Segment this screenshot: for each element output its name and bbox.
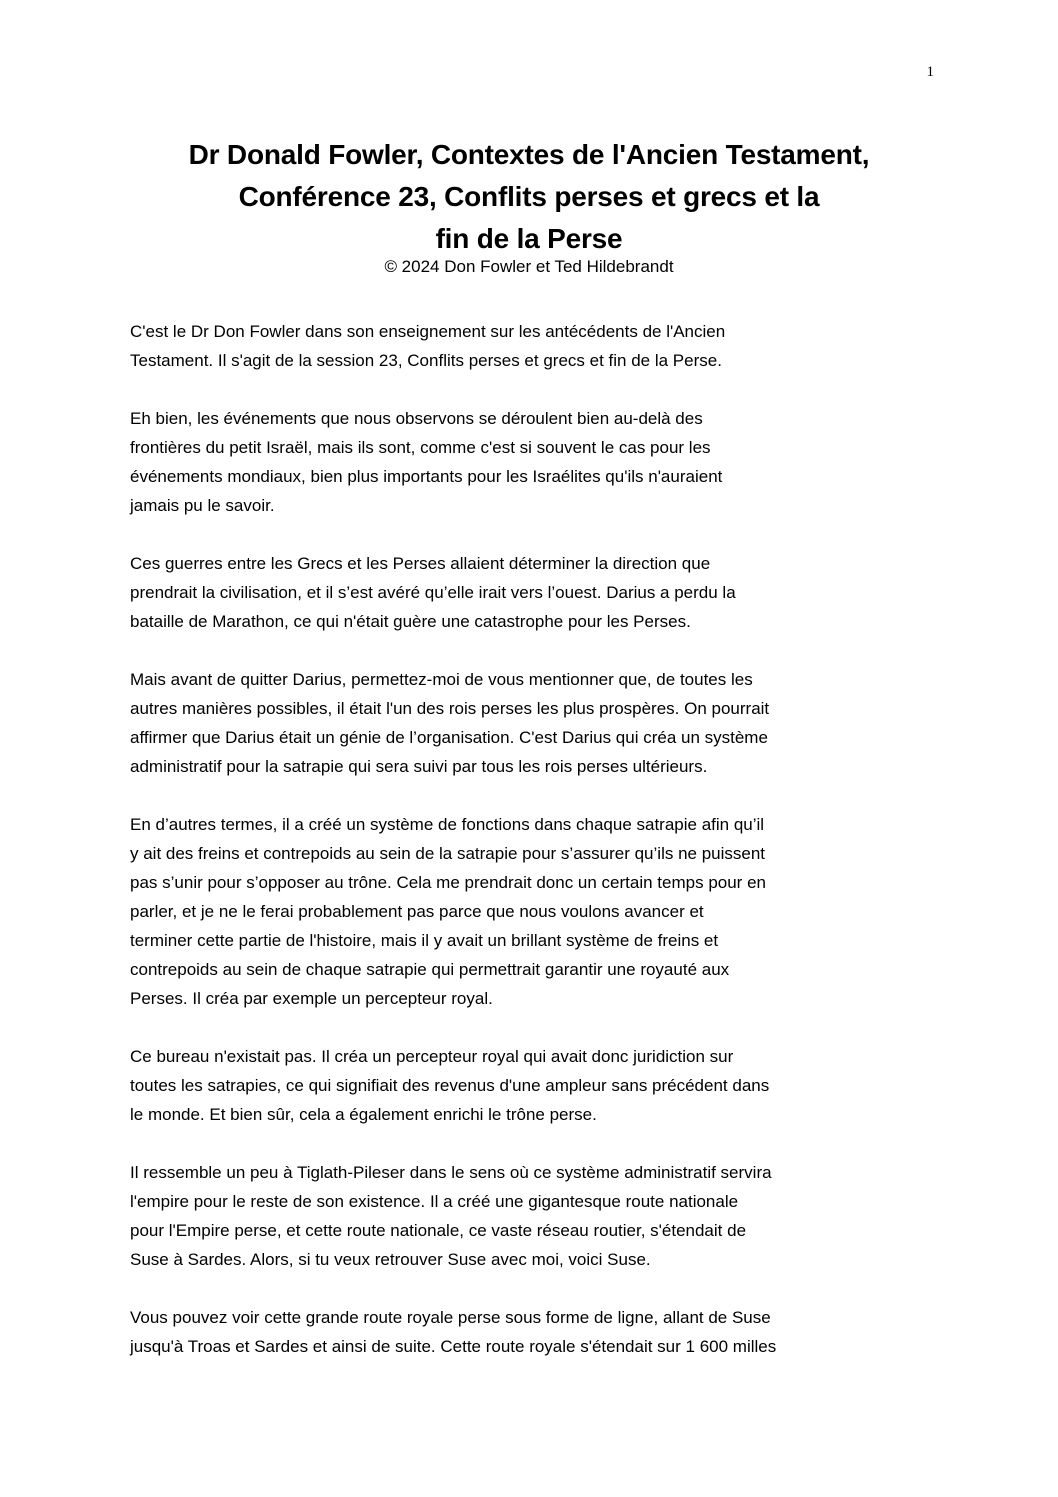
text-line: prendrait la civilisation, et il s’est avéré qu’elle irait vers l’ouest. Darius a perdu la: [130, 583, 736, 602]
text-line: jusqu'à Troas et Sardes et ainsi de suite. Cette route royale s'étendait sur 1 600 milles: [130, 1337, 777, 1356]
text-line: affirmer que Darius était un génie de l’organisation. C'est Darius qui créa un système: [130, 728, 768, 747]
text-line: Il ressemble un peu à Tiglath-Pileser dans le sens où ce système administratif servira: [130, 1163, 772, 1182]
text-line: contrepoids au sein de chaque satrapie qui permettrait garantir une royauté aux: [130, 960, 730, 979]
text-line: Ce bureau n'existait pas. Il créa un percepteur royal qui avait donc juridiction sur: [130, 1047, 734, 1066]
text-line: Mais avant de quitter Darius, permettez-moi de vous mentionner que, de toutes les: [130, 670, 753, 689]
text-line: parler, et je ne le ferai probablement pas parce que nous voulons avancer et: [130, 902, 704, 921]
copyright-line: © 2024 Don Fowler et Ted Hildebrandt: [384, 257, 674, 276]
paragraph: [130, 1042, 950, 1129]
text-line: En d’autres termes, il a créé un système de fonctions dans chaque satrapie afin qu’il: [130, 815, 765, 834]
paragraph: [130, 549, 950, 636]
paragraph: [130, 665, 950, 781]
paragraph: [130, 1158, 950, 1274]
text-line: pas s’unir pour s’opposer au trône. Cela me prendrait donc un certain temps pour en: [130, 873, 766, 892]
text-line: Ces guerres entre les Grecs et les Perses allaient déterminer la direction que: [130, 554, 711, 573]
text-line: y ait des freins et contrepoids au sein de la satrapie pour s’assurer qu’ils ne puissent: [130, 844, 766, 863]
text-line: administratif pour la satrapie qui sera suivi par tous les rois perses ultérieurs.: [130, 757, 708, 776]
text-line: Testament. Il s'agit de la session 23, Conflits perses et grecs et fin de la Perse.: [130, 351, 722, 370]
text-line: bataille de Marathon, ce qui n'était guère une catastrophe pour les Perses.: [130, 612, 691, 631]
text-line: événements mondiaux, bien plus importants pour les Israélites qu'ils n'auraient: [130, 467, 723, 486]
title-line: fin de la Perse: [435, 223, 623, 254]
paragraph: [130, 1303, 950, 1361]
text-line: Eh bien, les événements que nous observons se déroulent bien au-delà des: [130, 409, 703, 428]
text-line: toutes les satrapies, ce qui signifiait des revenus d'une ampleur sans précédent dans: [130, 1076, 770, 1095]
paragraph: [130, 317, 950, 375]
paragraph: [130, 810, 950, 1013]
text-line: pour l'Empire perse, et cette route nationale, ce vaste réseau routier, s'étendait de: [130, 1221, 747, 1240]
text-line: le monde. Et bien sûr, cela a également enrichi le trône perse.: [130, 1105, 597, 1124]
text-line: Vous pouvez voir cette grande route royale perse sous forme de ligne, allant de Suse: [130, 1308, 771, 1327]
document-body: [130, 317, 950, 1390]
title-line: Dr Donald Fowler, Contextes de l'Ancien Testament,: [188, 139, 870, 170]
document-title: [100, 134, 958, 260]
text-line: jamais pu le savoir.: [130, 496, 275, 515]
title-line: Conférence 23, Conflits perses et grecs et la: [238, 181, 820, 212]
text-line: Suse à Sardes. Alors, si tu veux retrouver Suse avec moi, voici Suse.: [130, 1250, 651, 1269]
text-line: l'empire pour le reste de son existence. Il a créé une gigantesque route nationale: [130, 1192, 739, 1211]
text-line: terminer cette partie de l'histoire, mais il y avait un brillant système de freins et: [130, 931, 719, 950]
text-line: Perses. Il créa par exemple un percepteur royal.: [130, 989, 493, 1008]
text-line: C'est le Dr Don Fowler dans son enseignement sur les antécédents de l'Ancien: [130, 322, 726, 341]
text-line: autres manières possibles, il était l'un des rois perses les plus prospères. On pourrait: [130, 699, 770, 718]
page-number: 1: [926, 64, 934, 80]
paragraph: [130, 404, 950, 520]
text-line: frontières du petit Israël, mais ils sont, comme c'est si souvent le cas pour les: [130, 438, 711, 457]
